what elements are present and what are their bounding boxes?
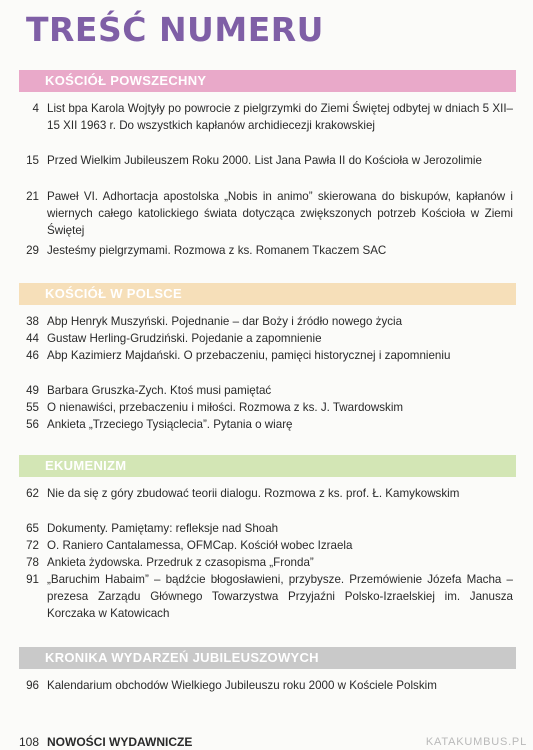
toc-entry bbox=[12, 486, 513, 503]
page-number: 44 bbox=[26, 332, 39, 345]
entry-text: Abp Kazimierz Majdański. O przebaczeniu, pamięci historycznej i zapomnieniu bbox=[47, 349, 451, 362]
watermark: KATAKUMBUS.PL bbox=[425, 736, 527, 748]
toc-entry bbox=[12, 348, 513, 365]
page-number: 4 bbox=[32, 102, 39, 115]
entry-text: O. Raniero Cantalamessa, OFMCap. Kościół wobec Izraela bbox=[47, 539, 353, 552]
entry-text: Jesteśmy pielgrzymami. Rozmowa z ks. Romanem Tkaczem SAC bbox=[47, 244, 387, 257]
entry-text: Przed Wielkim Jubileuszem Roku 2000. List Jana Pawła II do Kościoła w Jerozolimie bbox=[47, 154, 482, 167]
page-number: 72 bbox=[26, 539, 39, 552]
section-band-kosciol-powszechny: KOŚCIÓŁ POWSZECHNY bbox=[19, 70, 516, 92]
page-number: 38 bbox=[26, 315, 39, 328]
page-number: 55 bbox=[26, 401, 39, 414]
entry-text: List bpa Karola Wojtyły po powrocie z pielgrzymki do Ziemi Świętej odbytej w dniach 5 XII–15 XII 1963 r. Do wszystkich kapłanów archidiecezji krakowskiej bbox=[47, 102, 513, 132]
toc-entry bbox=[12, 314, 513, 331]
page-number: 46 bbox=[26, 349, 39, 362]
page-title: TREŚĆ NUMERU bbox=[26, 10, 324, 49]
toc-entry bbox=[12, 243, 513, 260]
page-number: 65 bbox=[26, 522, 39, 535]
entry-text: Ankieta żydowska. Przedruk z czasopisma „Fronda” bbox=[47, 556, 314, 569]
entry-text: Kalendarium obchodów Wielkiego Jubileuszu roku 2000 w Kościele Polskim bbox=[47, 679, 437, 692]
entry-text: O nienawiści, przebaczeniu i miłości. Rozmowa z ks. J. Twardowskim bbox=[47, 401, 404, 414]
entry-text: Barbara Gruszka-Zych. Ktoś musi pamiętać bbox=[47, 384, 272, 397]
entry-text: „Baruchim Habaim” – bądźcie błogosławieni, przybysze. Przemówienie Józefa Macha – prezesa Zarządu Głównego Towarzystwa Przyjaźni Polsko-Izraelskiej im. Janusza Korczaka w Katowicach bbox=[47, 573, 513, 620]
page-number: 29 bbox=[26, 244, 39, 257]
entry-text: Abp Henryk Muszyński. Pojednanie – dar Boży i źródło nowego życia bbox=[47, 315, 403, 328]
entry-text: Nie da się z góry zbudować teorii dialogu. Rozmowa z ks. prof. Ł. Kamykowskim bbox=[47, 487, 460, 500]
page-number: 62 bbox=[26, 487, 39, 500]
section-band-kronika: KRONIKA WYDARZEŃ JUBILEUSZOWYCH bbox=[19, 647, 516, 669]
toc-entry bbox=[12, 678, 513, 695]
page-number: 49 bbox=[26, 384, 39, 397]
toc-entry bbox=[12, 189, 513, 239]
page-number: 78 bbox=[26, 556, 39, 569]
entry-text: Gustaw Herling-Grudziński. Pojedanie a zapomnienie bbox=[47, 332, 322, 345]
footer-entry bbox=[12, 735, 192, 749]
footer-page-number: 108 bbox=[18, 735, 39, 749]
toc-entry bbox=[12, 555, 513, 572]
section-band-kosciol-w-polsce: KOŚCIÓŁ W POLSCE bbox=[19, 283, 516, 305]
toc-entry bbox=[12, 538, 513, 555]
page-number: 56 bbox=[26, 418, 39, 431]
page-number: 96 bbox=[26, 679, 39, 692]
page-number: 21 bbox=[26, 190, 39, 203]
entry-text: Ankieta „Trzeciego Tysiąclecia”. Pytania o wiarę bbox=[47, 418, 293, 431]
toc-entry bbox=[12, 417, 513, 434]
toc-entry bbox=[12, 572, 513, 622]
page-number: 15 bbox=[26, 154, 39, 167]
toc-entry bbox=[12, 383, 513, 400]
entry-text: Dokumenty. Pamiętamy: refleksje nad Shoah bbox=[47, 522, 279, 535]
footer-title: NOWOŚCI WYDAWNICZE bbox=[47, 735, 193, 749]
toc-entry bbox=[12, 331, 513, 348]
section-band-ekumenizm: EKUMENIZM bbox=[19, 455, 516, 477]
toc-entry bbox=[12, 521, 513, 538]
toc-entry bbox=[12, 400, 513, 417]
page-number: 91 bbox=[26, 573, 39, 586]
toc-entry bbox=[12, 153, 513, 170]
entry-text: Paweł VI. Adhortacja apostolska „Nobis in animo” skierowana do biskupów, kapłanów i wiernych całego katolickiego świata dotycząca zwiększonych potrzeb Kościoła w Ziemi Świętej bbox=[47, 190, 513, 237]
toc-entry bbox=[12, 101, 513, 135]
